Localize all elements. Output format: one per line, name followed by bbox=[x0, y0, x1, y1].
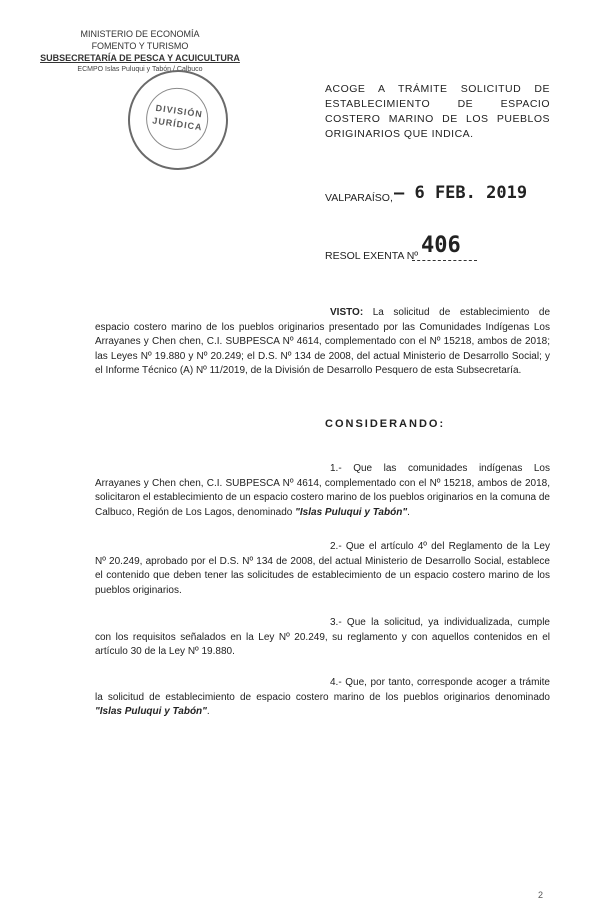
item-4-area-name: "Islas Puluqui y Tabón" bbox=[95, 706, 207, 717]
considerando-item-2 bbox=[95, 540, 550, 598]
page-number: 2 bbox=[538, 890, 544, 900]
item-4-text: 4.- Que, por tanto, corresponde acoger a trámite la solicitud de establecimiento de espacio costero marino de los pueblos originarios denominado bbox=[95, 677, 550, 703]
resolution-underline bbox=[412, 260, 477, 261]
subsecretaria-line: SUBSECRETARÍA DE PESCA Y ACUICULTURA bbox=[40, 53, 240, 63]
division-stamp bbox=[122, 64, 235, 177]
stamp-line-2: JURÍDICA bbox=[151, 115, 204, 133]
resolution-number: 406 bbox=[421, 233, 461, 258]
resolution-label: RESOL EXENTA Nº bbox=[325, 250, 419, 262]
considerando-item-1 bbox=[95, 462, 550, 520]
place-label: VALPARAÍSO, bbox=[325, 192, 393, 204]
document-title: ACOGE A TRÁMITE SOLICITUD DE ESTABLECIMIENTO DE ESPACIO COSTERO MARINO DE LOS PUEBLOS ORIGINARIOS QUE INDICA. bbox=[325, 83, 550, 140]
item-4-end: . bbox=[206, 706, 210, 717]
item-2-text: 2.- Que el artículo 4º del Reglamento de la Ley Nº 20.249, aprobado por el D.S. Nº 134 de 2008, del actual Ministerio de Desarrollo Social, establece el contenido que deben tener las solicitudes de establecimiento de un espacio costero marino de los pueblos originarios. bbox=[95, 541, 550, 596]
considerando-heading: CONSIDERANDO: bbox=[325, 418, 446, 430]
considerando-item-4 bbox=[95, 676, 550, 720]
visto-label: VISTO: bbox=[330, 307, 364, 318]
file-reference: ECMPO Islas Puluqui y Tabón / Calbuco bbox=[77, 66, 203, 73]
visto-paragraph bbox=[95, 306, 550, 379]
item-1-area-name: "Islas Puluqui y Tabón" bbox=[295, 506, 408, 518]
letterhead bbox=[40, 28, 240, 76]
ministry-line: MINISTERIO DE ECONOMÍA bbox=[80, 29, 200, 39]
item-1-text: 1.- Que las comunidades indígenas Los Arrayanes y Chen chen, C.I. SUBPESCA Nº 4614, complementado con el Nº 15218, ambos de 2018, solicitaron el establecimiento de un espacio costero marino de los pueblos originarios en la comuna de Calbuco, Región de Los Lagos, denominado bbox=[95, 463, 550, 518]
stamp-line-1: DIVISIÓN bbox=[155, 102, 204, 120]
ministry-line-2: FOMENTO Y TURISMO bbox=[91, 41, 189, 51]
considerando-item-3 bbox=[95, 616, 550, 660]
item-1-end: . bbox=[407, 506, 410, 518]
date-stamp: – 6 FEB. 2019 bbox=[394, 183, 528, 203]
visto-text: La solicitud de establecimiento de espacio costero marino de los pueblos originarios presentado por las Comunidades Indígenas Los Arrayanes y Chen chen, C.I. SUBPESCA Nº 4614, complementado con el Nº 15218, ambos de 2018; las Leyes Nº 19.880 y Nº 20.249; el D.S. Nº 134 de 2008, del actual Ministerio de Desarrollo Social; y el Informe Técnico (A) Nº 11/2019, de la División de Desarrollo Pesquero de esta Subsecretaría. bbox=[95, 307, 551, 376]
item-3-text: 3.- Que la solicitud, ya individualizada, cumple con los requisitos señalados en la Ley Nº 20.249, su reglamento y con aquellos contenidos en el artículo 30 de la Ley Nº 19.880. bbox=[95, 617, 550, 657]
